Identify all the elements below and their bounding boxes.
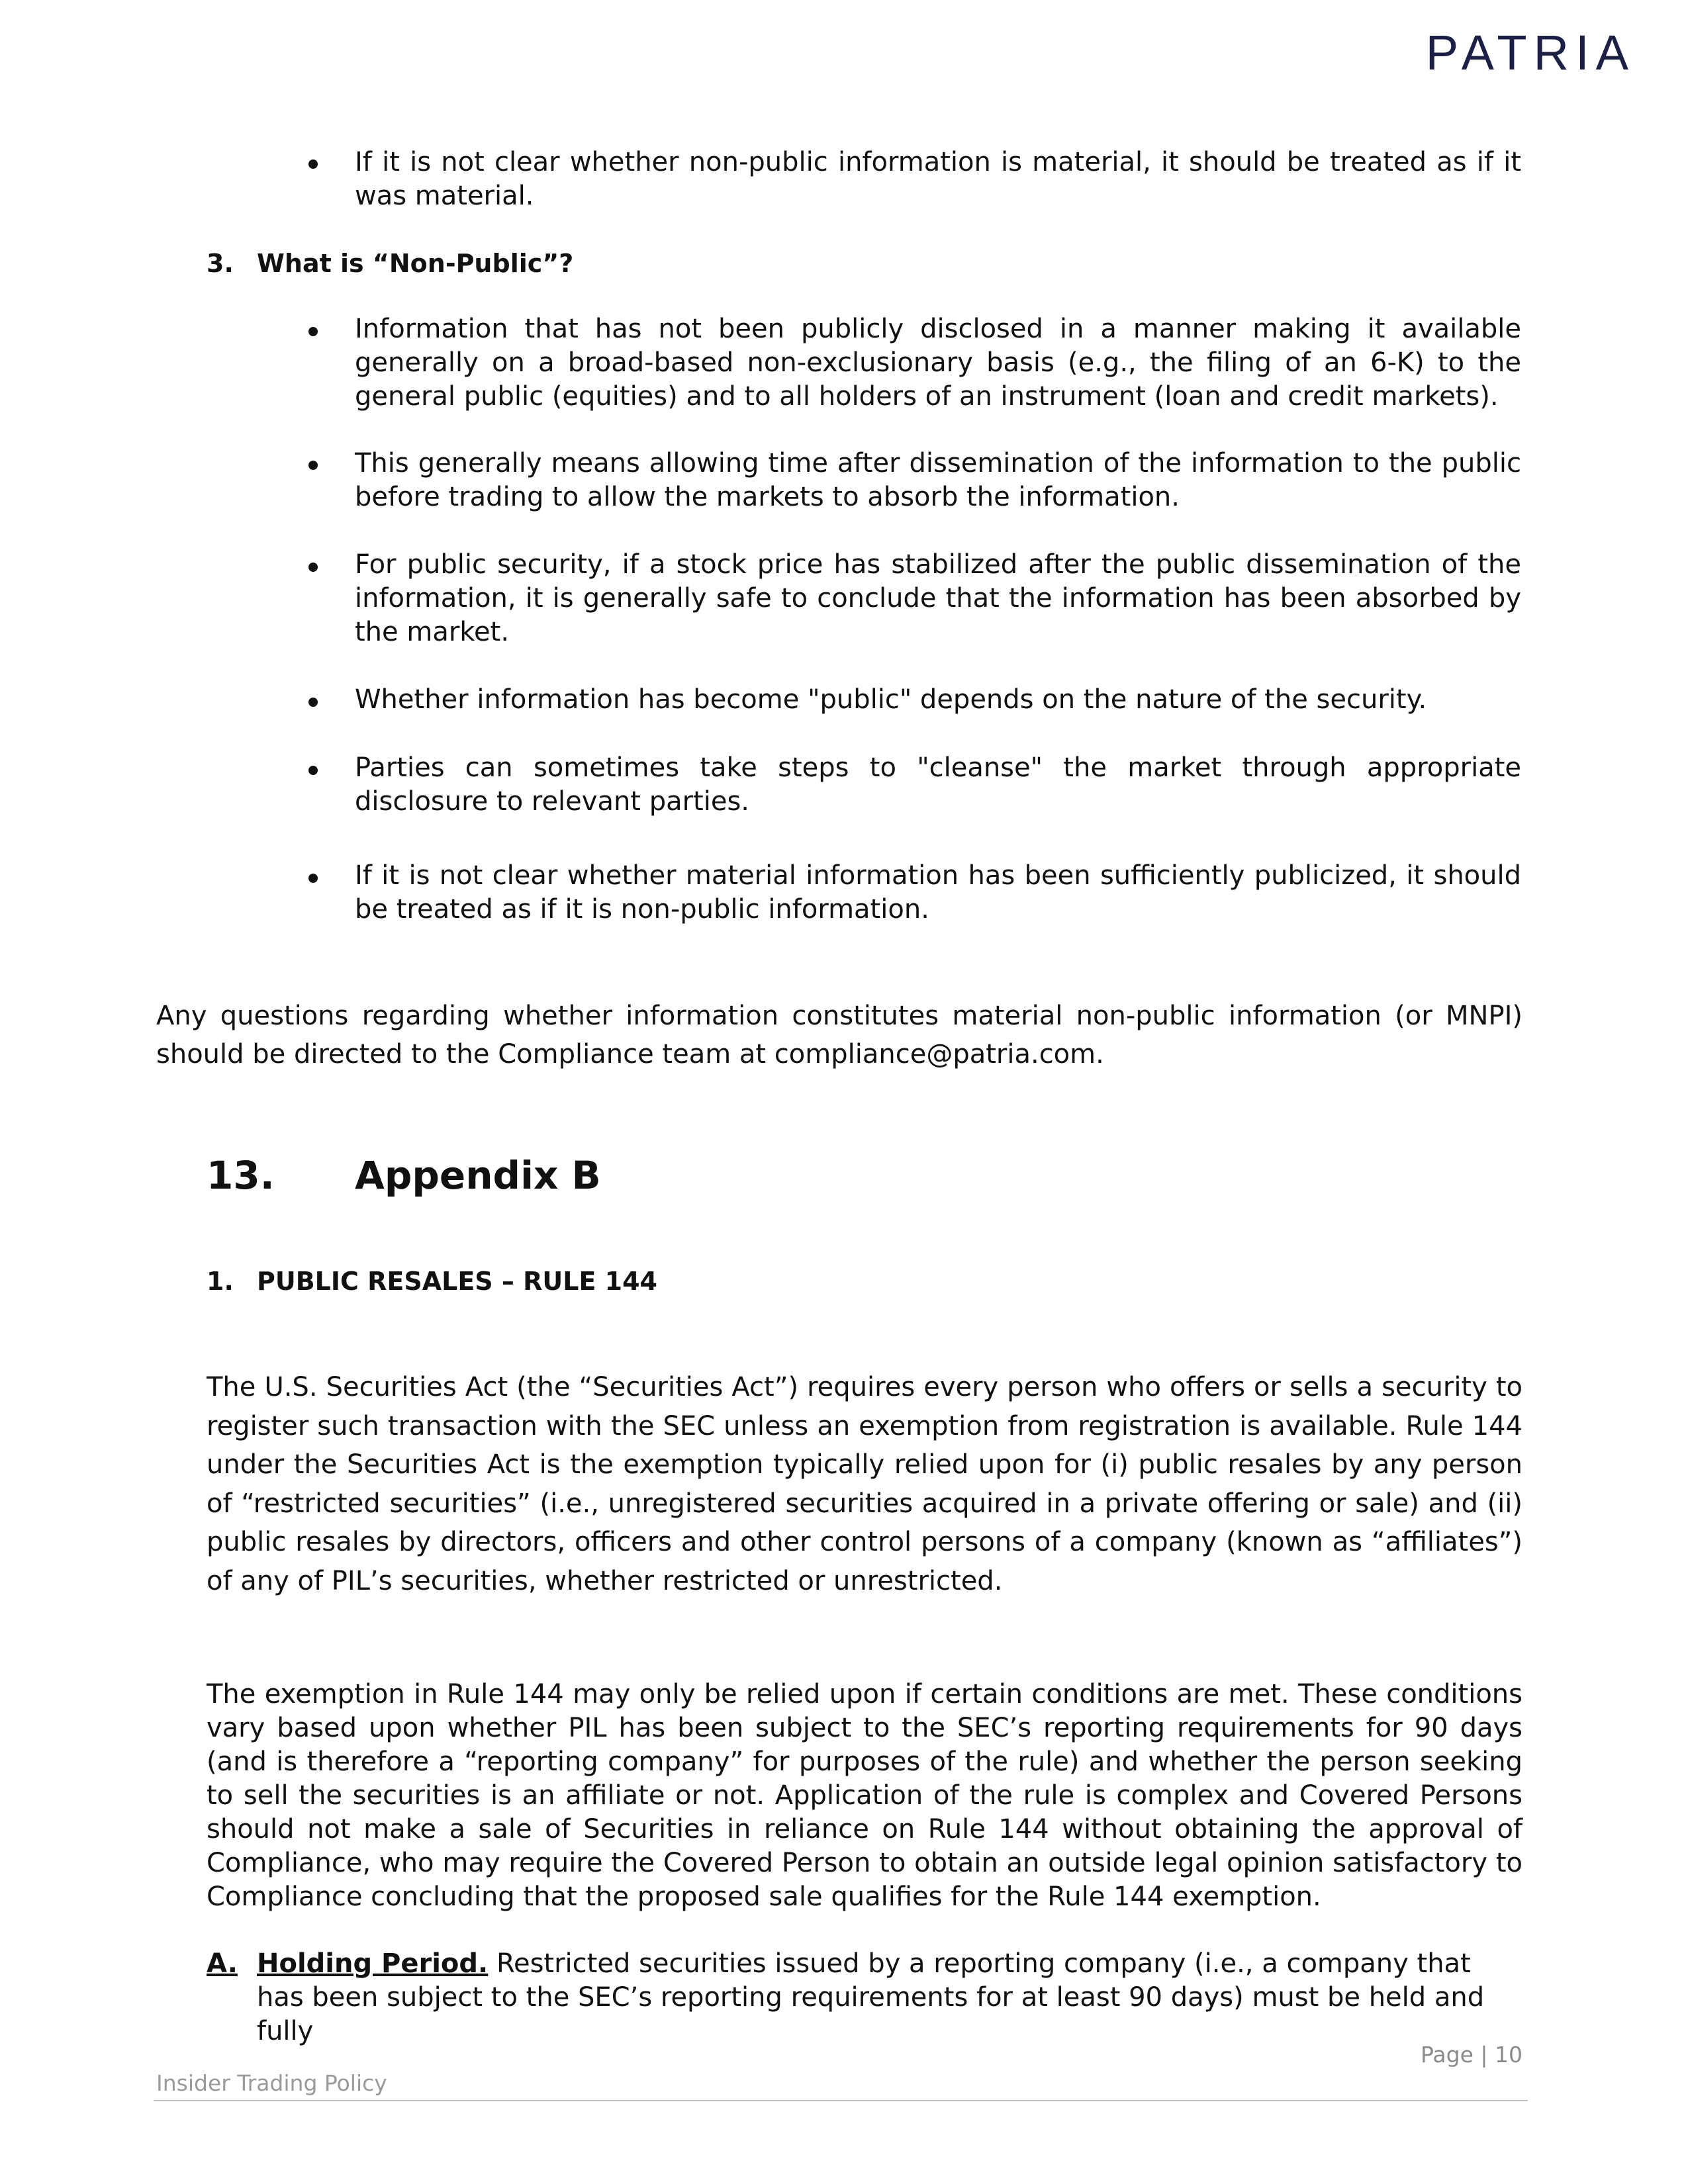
holding-period-letter-label: A. [207, 1948, 238, 1979]
bullet-dot [308, 698, 318, 707]
holding-period-paragraph [257, 1947, 1523, 2048]
page-number: Page | 10 [1421, 2042, 1523, 2068]
bullet-dot [308, 327, 318, 336]
section-3-bullet-2: This generally means allowing time after dissemination of the information to the public before trading to allow the markets to absorb the information. [355, 448, 1521, 512]
patria-logo: PATRIA [1425, 25, 1635, 80]
bullet-dot [308, 766, 318, 775]
section-3-bullet-6: If it is not clear whether material information has been sufficiently publicized, it should be treated as if it is non-public information. [355, 860, 1521, 925]
appendix-title: Appendix B [355, 1153, 601, 1198]
holding-period-heading: Holding Period. [257, 1948, 489, 1979]
section-3-title: What is “Non-Public”? [257, 249, 574, 278]
public-resales-number: 1. [207, 1267, 234, 1296]
holding-period-letter [207, 1947, 238, 1981]
securities-act-paragraph: The U.S. Securities Act (the “Securities Act”) requires every person who offers or sells a security to register such transaction with the SEC unless an exemption from registration is available. Rule 144 under the Securities Act is the exemption typically relied upon for (i) public resales by any person of “restricted securities” (i.e., unregistered securities acquired in a private offering or sale) and (ii) public resales by directors, officers and other control persons of a company (known as “affiliates”) of any of PIL’s securities, whether restricted or unrestricted. [207, 1372, 1523, 1596]
public-resales-title: PUBLIC RESALES – RULE 144 [257, 1267, 657, 1296]
section-3-bullet-4: Whether information has become "public" depends on the nature of the security. [355, 684, 1427, 715]
bullet-dot [308, 461, 318, 470]
footer-document-title: Insider Trading Policy [156, 2070, 387, 2096]
section-3-bullet-3: For public security, if a stock price has stabilized after the public dissemination of the information, it is generally safe to conclude that the information has been absorbed by the market. [355, 549, 1521, 647]
intro-bullet-text: If it is not clear whether non-public information is material, it should be treated as if it was material. [355, 147, 1521, 211]
holding-period-text: Restricted securities issued by a reporting company (i.e., a company that has been subject to the SEC’s reporting requirements for at least 90 days) must be held and fully [257, 1948, 1485, 2046]
bullet-dot [308, 874, 318, 883]
bullet-dot [308, 563, 318, 572]
questions-paragraph: Any questions regarding whether information constitutes material non-public information (or MNPI) should be directed to the Compliance team at compliance@patria.com. [156, 1001, 1523, 1069]
section-3-number: 3. [207, 249, 234, 278]
bullet-dot [308, 159, 318, 169]
section-3-bullet-5: Parties can sometimes take steps to "cleanse" the market through appropriate disclosure to relevant parties. [355, 752, 1521, 817]
section-3-bullet-1: Information that has not been publicly disclosed in a manner making it available generally on a broad-based non-exclusionary basis (e.g., the filing of an 6-K) to the general public (equities) and to all holders of an instrument (loan and credit markets). [355, 314, 1521, 412]
footer-divider [154, 2100, 1528, 2101]
appendix-number: 13. [207, 1153, 275, 1198]
rule-144-conditions-paragraph: The exemption in Rule 144 may only be relied upon if certain conditions are met. These conditions vary based upon whether PIL has been subject to the SEC’s reporting requirements for 90 days (and is therefore a “reporting company” for purposes of the rule) and whether the person seeking to sell the securities is an affiliate or not. Application of the rule is complex and Covered Persons should not make a sale of Securities in reliance on Rule 144 without obtaining the approval of Compliance, who may require the Covered Person to obtain an outside legal opinion satisfactory to Compliance concluding that the proposed sale qualifies for the Rule 144 exemption. [207, 1679, 1523, 1912]
